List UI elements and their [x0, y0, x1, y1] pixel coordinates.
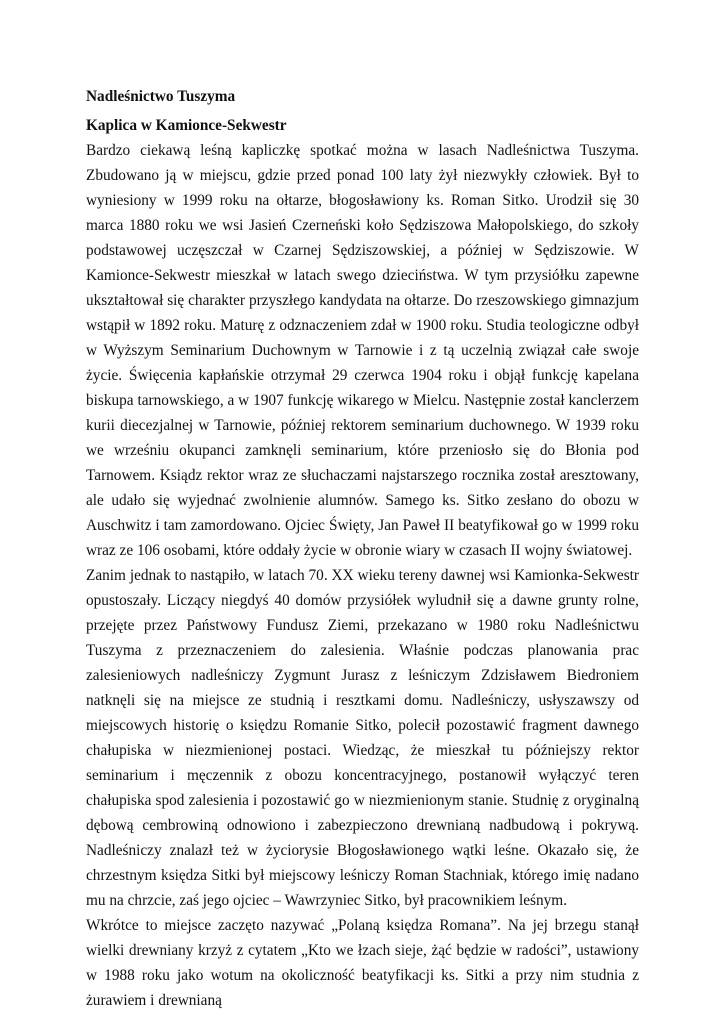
paragraph-biography: Bardzo ciekawą leśną kapliczkę spotkać można w lasach Nadleśnictwa Tuszyma. Zbudowano ją w miejscu, gdzie przed ponad 100 laty żył niezwykły człowiek. Był to wyniesiony w 1999 roku na ołtarze, błogosławiony ks. Roman Sitko. Urodził się 30 marca 1880 roku we wsi Jasień Czerneński koło Sędziszowa Małopolskiego, do szkoły podstawowej uczęszczał w Czarnej Sędziszowskiej, a później w Sędziszowie. W Kamionce-Sekwestr mieszkał w latach swego dzieciństwa. W tym przysiółku zapewne ukształtował się charakter przyszłego kandydata na ołtarze. Do rzeszowskiego gimnazjum wstąpił w 1892 roku. Maturę z odznaczeniem zdał w 1900 roku. Studia teologiczne odbył w Wyższym Seminarium Duchownym w Tarnowie i z tą uczelnią związał całe swoje życie. Święcenia kapłańskie otrzymał 29 czerwca 1904 roku i objął funkcję kapelana biskupa tarnowskiego, a w 1907 funkcję wikarego w Mielcu. Następnie został kanclerzem kurii diecezjalnej w Tarnowie, później rektorem seminarium duchownego. W 1939 roku we wrześniu okupanci zamknęli seminarium, które przeniosło się do Błonia pod Tarnowem. Ksiądz rektor wraz ze słuchaczami najstarszego rocznika został aresztowany, ale udało się wyjednać zwolnienie alumnów. Samego ks. Sitko zesłano do obozu w Auschwitz i tam zamordowano. Ojciec Święty, Jan Paweł II beatyfikował go w 1999 roku wraz ze 106 osobami, które oddały życie w obronie wiary w czasach II wojny światowej.: [86, 142, 639, 559]
document-title: Nadleśnictwo Tuszyma: [86, 88, 236, 105]
paragraph-polana: Wkrótce to miejsce zaczęto nazywać „Polaną księdza Romana”. Na jej brzegu stanął wielki drewniany krzyż z cytatem „Kto we łzach sieje, żąć będzie w radości”, ustawiony w 1988 roku jako wotum na okoliczność beatyfikacji ks. Sitki a przy nim studnia z żurawiem i drewnianą: [86, 917, 639, 1009]
document-subtitle: Kaplica w Kamionce-Sekwestr: [86, 117, 287, 134]
paragraph-history: Zanim jednak to nastąpiło, w latach 70. XX wieku tereny dawnej wsi Kamionka-Sekwestr opustoszały. Liczący niegdyś 40 domów przysiółek wyludnił się a dawne grunty rolne, przejęte przez Państwowy Fundusz Ziemi, przekazano w 1980 roku Nadleśnictwu Tuszyma z przeznaczeniem do zalesienia. Właśnie podczas planowania prac zalesieniowych nadleśniczy Zygmunt Jurasz z leśniczym Zdzisławem Biedroniem natknęli się na miejsce ze studnią i resztkami domu. Nadleśniczy, usłyszawszy od miejscowych historię o księdzu Romanie Sitko, polecił pozostawić fragment dawnego chałupiska w niezmienionej postaci. Wiedząc, że mieszkał tu późniejszy rektor seminarium i męczennik z obozu koncentracyjnego, postanowił wyłączyć teren chałupiska spod zalesienia i pozostawić go w niezmienionym stanie. Studnię z oryginalną dębową cembrowiną odnowiono i zabezpieczono drewnianą nadbudową i pokrywą. Nadleśniczy znalazł też w życiorysie Błogosławionego wątki leśne. Okazało się, że chrzestnym księdza Sitki był miejscowy leśniczy Roman Stachniak, którego imię nadano mu na chrzcie, zaś jego ojciec – Wawrzyniec Sitko, był pracownikiem leśnym.: [86, 567, 639, 909]
document-page: [86, 80, 639, 1013]
